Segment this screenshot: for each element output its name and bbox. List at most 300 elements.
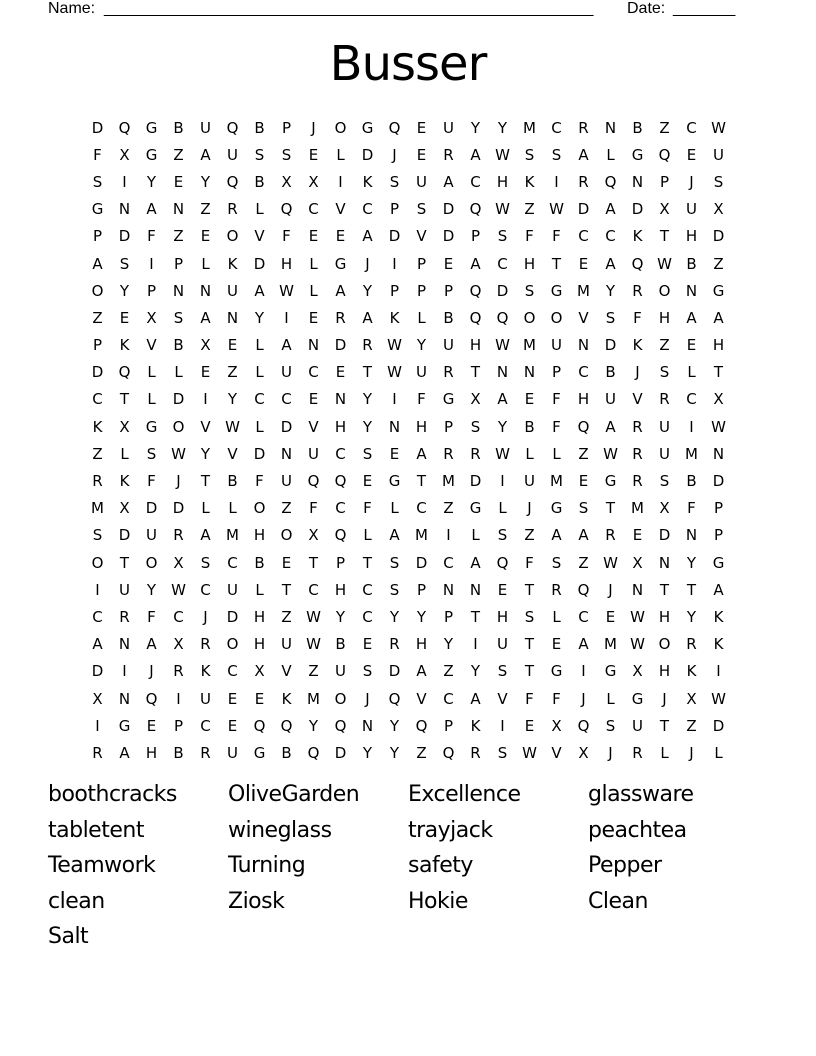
grid-cell[interactable]: Q (604, 172, 617, 191)
grid-cell[interactable]: H (415, 635, 428, 654)
grid-cell[interactable]: R (200, 635, 211, 654)
grid-cell[interactable]: L (660, 743, 669, 762)
grid-cell[interactable]: F (552, 390, 561, 409)
grid-cell[interactable]: D (91, 662, 104, 681)
grid-cell[interactable]: F (633, 308, 642, 327)
grid-cell[interactable]: I (176, 689, 181, 708)
grid-cell[interactable]: G (118, 716, 131, 735)
grid-cell[interactable]: A (281, 336, 292, 355)
grid-cell[interactable]: I (338, 172, 343, 191)
grid-cell[interactable]: U (281, 635, 292, 654)
grid-cell[interactable]: O (91, 553, 104, 572)
grid-cell[interactable]: L (471, 526, 480, 545)
grid-cell[interactable]: W (603, 444, 618, 463)
grid-cell[interactable]: W (630, 635, 645, 654)
grid-cell[interactable]: T (659, 227, 670, 246)
grid-cell[interactable]: L (255, 200, 264, 219)
grid-cell[interactable]: B (254, 172, 265, 191)
grid-cell[interactable]: Y (605, 281, 616, 300)
grid-cell[interactable]: R (92, 472, 103, 491)
grid-cell[interactable]: G (388, 472, 401, 491)
grid-cell[interactable]: T (659, 716, 670, 735)
grid-cell[interactable]: Q (334, 716, 347, 735)
grid-cell[interactable]: D (415, 553, 428, 572)
grid-cell[interactable]: G (361, 118, 374, 137)
grid-cell[interactable]: Q (226, 172, 239, 191)
grid-cell[interactable]: L (606, 689, 615, 708)
grid-cell[interactable]: V (416, 227, 427, 246)
grid-cell[interactable]: Q (469, 308, 482, 327)
grid-cell[interactable]: P (173, 254, 184, 273)
grid-cell[interactable]: K (713, 635, 724, 654)
grid-cell[interactable]: A (443, 172, 454, 191)
grid-cell[interactable]: A (362, 227, 373, 246)
grid-cell[interactable]: N (469, 580, 482, 599)
grid-cell[interactable]: E (308, 145, 319, 164)
grid-cell[interactable]: F (417, 390, 426, 409)
grid-cell[interactable]: C (686, 390, 697, 409)
grid-cell[interactable]: R (470, 444, 481, 463)
grid-cell[interactable]: P (389, 200, 400, 219)
grid-cell[interactable]: N (334, 390, 347, 409)
grid-cell[interactable]: W (630, 607, 645, 626)
grid-cell[interactable]: D (91, 118, 104, 137)
grid-cell[interactable]: N (523, 363, 536, 382)
grid-cell[interactable]: S (92, 526, 103, 545)
grid-cell[interactable]: X (281, 172, 292, 191)
grid-cell[interactable]: U (443, 118, 454, 137)
grid-cell[interactable]: Q (388, 118, 401, 137)
grid-cell[interactable]: E (389, 444, 400, 463)
grid-cell[interactable]: G (145, 417, 158, 436)
grid-cell[interactable]: L (201, 254, 210, 273)
grid-cell[interactable]: L (255, 417, 264, 436)
grid-cell[interactable]: G (550, 662, 563, 681)
grid-cell[interactable]: F (525, 227, 534, 246)
grid-cell[interactable]: D (604, 336, 617, 355)
grid-cell[interactable]: K (281, 689, 292, 708)
grid-cell[interactable]: X (200, 336, 211, 355)
grid-cell[interactable]: T (659, 580, 670, 599)
grid-cell[interactable]: T (470, 607, 481, 626)
grid-cell[interactable]: Y (200, 444, 211, 463)
grid-cell[interactable]: L (552, 444, 561, 463)
grid-cell[interactable]: Z (443, 499, 454, 518)
grid-cell[interactable]: N (712, 444, 725, 463)
grid-cell[interactable]: G (334, 254, 347, 273)
grid-cell[interactable]: C (578, 363, 589, 382)
grid-cell[interactable]: Q (307, 472, 320, 491)
grid-cell[interactable]: D (172, 499, 185, 518)
grid-cell[interactable]: B (605, 363, 616, 382)
grid-cell[interactable]: W (495, 200, 510, 219)
grid-cell[interactable]: D (388, 662, 401, 681)
grid-cell[interactable]: K (632, 336, 643, 355)
grid-cell[interactable]: X (659, 499, 670, 518)
grid-cell[interactable]: Z (713, 254, 724, 273)
grid-cell[interactable]: T (470, 363, 481, 382)
grid-cell[interactable]: H (685, 227, 698, 246)
grid-cell[interactable]: A (200, 145, 211, 164)
grid-cell[interactable]: J (635, 363, 640, 382)
grid-cell[interactable]: Z (686, 716, 697, 735)
grid-cell[interactable]: A (254, 281, 265, 300)
grid-cell[interactable]: A (146, 200, 157, 219)
grid-cell[interactable]: P (335, 553, 346, 572)
grid-cell[interactable]: U (605, 390, 616, 409)
grid-cell[interactable]: R (200, 743, 211, 762)
grid-cell[interactable]: A (200, 308, 211, 327)
grid-cell[interactable]: H (496, 172, 509, 191)
grid-cell[interactable]: I (500, 472, 505, 491)
grid-cell[interactable]: R (443, 363, 454, 382)
grid-cell[interactable]: O (658, 281, 671, 300)
grid-cell[interactable]: I (500, 716, 505, 735)
grid-cell[interactable]: W (171, 444, 186, 463)
grid-cell[interactable]: R (443, 145, 454, 164)
grid-cell[interactable]: S (578, 499, 589, 518)
grid-cell[interactable]: G (712, 553, 725, 572)
grid-cell[interactable]: G (550, 499, 563, 518)
grid-cell[interactable]: F (552, 689, 561, 708)
grid-cell[interactable]: L (390, 499, 399, 518)
grid-cell[interactable]: C (227, 553, 238, 572)
grid-cell[interactable]: S (497, 526, 508, 545)
grid-cell[interactable]: B (227, 472, 238, 491)
grid-cell[interactable]: W (171, 580, 186, 599)
grid-cell[interactable]: S (92, 172, 103, 191)
grid-cell[interactable]: P (713, 499, 724, 518)
grid-cell[interactable]: H (469, 336, 482, 355)
grid-cell[interactable]: V (497, 689, 508, 708)
grid-cell[interactable]: H (415, 417, 428, 436)
grid-cell[interactable]: S (605, 308, 616, 327)
grid-cell[interactable]: I (581, 662, 586, 681)
grid-cell[interactable]: X (578, 743, 589, 762)
grid-cell[interactable]: T (551, 254, 562, 273)
grid-cell[interactable]: C (335, 444, 346, 463)
grid-cell[interactable]: F (282, 227, 291, 246)
grid-cell[interactable]: U (416, 363, 427, 382)
grid-cell[interactable]: P (389, 281, 400, 300)
grid-cell[interactable]: E (173, 172, 184, 191)
grid-cell[interactable]: A (92, 635, 103, 654)
grid-cell[interactable]: J (149, 662, 154, 681)
grid-cell[interactable]: N (118, 689, 131, 708)
grid-cell[interactable]: F (525, 553, 534, 572)
grid-cell[interactable]: L (417, 308, 426, 327)
grid-cell[interactable]: J (608, 580, 613, 599)
grid-cell[interactable]: D (118, 526, 131, 545)
grid-cell[interactable]: K (119, 336, 130, 355)
grid-cell[interactable]: W (603, 553, 618, 572)
grid-cell[interactable]: N (388, 417, 401, 436)
grid-cell[interactable]: N (577, 336, 590, 355)
grid-cell[interactable]: N (442, 580, 455, 599)
grid-cell[interactable]: C (362, 607, 373, 626)
grid-cell[interactable]: P (713, 526, 724, 545)
grid-cell[interactable]: E (308, 227, 319, 246)
grid-cell[interactable]: U (443, 336, 454, 355)
grid-cell[interactable]: O (280, 526, 293, 545)
grid-cell[interactable]: Y (389, 716, 400, 735)
grid-cell[interactable]: N (226, 308, 239, 327)
grid-cell[interactable]: T (362, 553, 373, 572)
grid-cell[interactable]: Z (92, 308, 103, 327)
grid-cell[interactable]: C (335, 499, 346, 518)
grid-cell[interactable]: X (254, 662, 265, 681)
grid-cell[interactable]: H (145, 743, 158, 762)
grid-cell[interactable]: E (497, 580, 508, 599)
grid-cell[interactable]: S (551, 145, 562, 164)
grid-cell[interactable]: Y (308, 716, 319, 735)
grid-cell[interactable]: W (522, 743, 537, 762)
grid-cell[interactable]: S (119, 254, 130, 273)
grid-cell[interactable]: J (365, 689, 370, 708)
grid-cell[interactable]: P (443, 607, 454, 626)
grid-cell[interactable]: W (387, 363, 402, 382)
grid-cell[interactable]: A (470, 553, 481, 572)
grid-cell[interactable]: S (362, 444, 373, 463)
grid-cell[interactable]: R (605, 526, 616, 545)
grid-cell[interactable]: L (363, 526, 372, 545)
grid-cell[interactable]: M (550, 472, 563, 491)
grid-cell[interactable]: W (495, 444, 510, 463)
grid-cell[interactable]: I (203, 390, 208, 409)
grid-cell[interactable]: C (470, 172, 481, 191)
name-field[interactable]: _______________________________________________________ (104, 0, 594, 17)
grid-cell[interactable]: T (713, 363, 724, 382)
grid-cell[interactable]: U (308, 444, 319, 463)
grid-cell[interactable]: J (311, 118, 316, 137)
grid-cell[interactable]: F (147, 227, 156, 246)
grid-cell[interactable]: Y (389, 607, 400, 626)
grid-cell[interactable]: L (714, 743, 723, 762)
grid-cell[interactable]: U (227, 743, 238, 762)
grid-cell[interactable]: D (145, 499, 158, 518)
grid-cell[interactable]: S (524, 607, 535, 626)
grid-cell[interactable]: A (578, 526, 589, 545)
grid-cell[interactable]: G (712, 281, 725, 300)
grid-cell[interactable]: R (92, 743, 103, 762)
grid-cell[interactable]: X (146, 308, 157, 327)
grid-cell[interactable]: C (578, 607, 589, 626)
grid-cell[interactable]: C (362, 580, 373, 599)
grid-cell[interactable]: Q (469, 281, 482, 300)
grid-cell[interactable]: D (226, 607, 239, 626)
grid-cell[interactable]: W (306, 635, 321, 654)
grid-cell[interactable]: A (578, 145, 589, 164)
grid-cell[interactable]: N (307, 336, 320, 355)
grid-cell[interactable]: I (284, 308, 289, 327)
grid-cell[interactable]: W (657, 254, 672, 273)
grid-cell[interactable]: Y (362, 390, 373, 409)
grid-cell[interactable]: G (604, 472, 617, 491)
grid-cell[interactable]: B (335, 635, 346, 654)
grid-cell[interactable]: T (524, 580, 535, 599)
grid-cell[interactable]: E (254, 689, 265, 708)
grid-cell[interactable]: H (658, 662, 671, 681)
grid-cell[interactable]: P (416, 254, 427, 273)
grid-cell[interactable]: W (225, 417, 240, 436)
grid-cell[interactable]: S (389, 553, 400, 572)
grid-cell[interactable]: S (200, 553, 211, 572)
grid-cell[interactable]: P (443, 716, 454, 735)
grid-cell[interactable]: N (280, 444, 293, 463)
grid-cell[interactable]: C (173, 607, 184, 626)
grid-cell[interactable]: W (711, 689, 726, 708)
grid-cell[interactable]: Y (227, 390, 238, 409)
grid-cell[interactable]: H (280, 254, 293, 273)
grid-cell[interactable]: Y (254, 308, 265, 327)
grid-cell[interactable]: G (631, 689, 644, 708)
grid-cell[interactable]: T (524, 662, 535, 681)
grid-cell[interactable]: E (335, 363, 346, 382)
grid-cell[interactable]: W (549, 200, 564, 219)
grid-cell[interactable]: O (226, 635, 239, 654)
grid-cell[interactable]: U (659, 444, 670, 463)
grid-cell[interactable]: P (470, 227, 481, 246)
grid-cell[interactable]: O (226, 227, 239, 246)
grid-cell[interactable]: H (712, 336, 725, 355)
grid-cell[interactable]: U (227, 580, 238, 599)
grid-cell[interactable]: Q (658, 145, 671, 164)
grid-cell[interactable]: W (711, 417, 726, 436)
grid-cell[interactable]: L (228, 499, 237, 518)
grid-cell[interactable]: T (524, 635, 535, 654)
grid-cell[interactable]: V (632, 390, 643, 409)
grid-cell[interactable]: X (686, 689, 697, 708)
grid-cell[interactable]: Y (119, 281, 130, 300)
grid-cell[interactable]: Y (497, 417, 508, 436)
grid-cell[interactable]: N (685, 526, 698, 545)
grid-cell[interactable]: Z (443, 662, 454, 681)
grid-cell[interactable]: R (686, 635, 697, 654)
grid-cell[interactable]: L (606, 145, 615, 164)
grid-cell[interactable]: A (605, 254, 616, 273)
grid-cell[interactable]: P (146, 281, 157, 300)
grid-cell[interactable]: G (604, 662, 617, 681)
grid-cell[interactable]: Y (497, 118, 508, 137)
grid-cell[interactable]: S (173, 308, 184, 327)
grid-cell[interactable]: E (227, 336, 238, 355)
grid-cell[interactable]: C (281, 390, 292, 409)
grid-cell[interactable]: N (631, 172, 644, 191)
grid-cell[interactable]: S (659, 363, 670, 382)
grid-cell[interactable]: Q (577, 580, 590, 599)
grid-cell[interactable]: O (172, 417, 185, 436)
grid-cell[interactable]: M (226, 526, 239, 545)
grid-cell[interactable]: T (416, 472, 427, 491)
grid-cell[interactable]: N (118, 200, 131, 219)
grid-cell[interactable]: O (334, 689, 347, 708)
grid-cell[interactable]: U (281, 472, 292, 491)
grid-cell[interactable]: M (631, 499, 644, 518)
grid-cell[interactable]: K (713, 607, 724, 626)
grid-cell[interactable]: E (119, 308, 130, 327)
grid-cell[interactable]: Z (200, 200, 211, 219)
grid-cell[interactable]: B (281, 743, 292, 762)
grid-cell[interactable]: D (334, 743, 347, 762)
grid-cell[interactable]: L (147, 390, 156, 409)
grid-cell[interactable]: R (335, 308, 346, 327)
grid-cell[interactable]: A (362, 308, 373, 327)
grid-cell[interactable]: M (91, 499, 104, 518)
grid-cell[interactable]: U (281, 363, 292, 382)
grid-cell[interactable]: Q (226, 118, 239, 137)
grid-cell[interactable]: U (227, 145, 238, 164)
grid-cell[interactable]: G (631, 145, 644, 164)
grid-cell[interactable]: P (416, 580, 427, 599)
grid-cell[interactable]: F (687, 499, 696, 518)
grid-cell[interactable]: L (525, 444, 534, 463)
grid-cell[interactable]: Q (442, 743, 455, 762)
grid-cell[interactable]: I (473, 635, 478, 654)
grid-cell[interactable]: I (122, 172, 127, 191)
grid-cell[interactable]: S (389, 172, 400, 191)
grid-cell[interactable]: L (336, 145, 345, 164)
grid-cell[interactable]: H (253, 607, 266, 626)
grid-cell[interactable]: L (255, 363, 264, 382)
grid-cell[interactable]: N (199, 281, 212, 300)
grid-cell[interactable]: B (254, 118, 265, 137)
grid-cell[interactable]: M (523, 118, 536, 137)
grid-cell[interactable]: Q (334, 526, 347, 545)
grid-cell[interactable]: E (686, 336, 697, 355)
grid-cell[interactable]: R (632, 417, 643, 436)
grid-cell[interactable]: U (497, 635, 508, 654)
grid-cell[interactable]: R (632, 472, 643, 491)
grid-cell[interactable]: V (146, 336, 157, 355)
grid-cell[interactable]: J (527, 499, 532, 518)
grid-cell[interactable]: C (443, 553, 454, 572)
grid-cell[interactable]: R (551, 580, 562, 599)
grid-cell[interactable]: E (362, 472, 373, 491)
grid-cell[interactable]: X (308, 172, 319, 191)
grid-cell[interactable]: L (498, 499, 507, 518)
grid-cell[interactable]: Z (281, 499, 292, 518)
grid-cell[interactable]: K (200, 662, 211, 681)
grid-cell[interactable]: E (686, 145, 697, 164)
grid-cell[interactable]: J (392, 145, 397, 164)
grid-cell[interactable]: J (581, 689, 586, 708)
grid-cell[interactable]: E (524, 390, 535, 409)
grid-cell[interactable]: P (443, 417, 454, 436)
grid-cell[interactable]: F (309, 499, 318, 518)
grid-cell[interactable]: I (689, 417, 694, 436)
grid-cell[interactable]: L (255, 580, 264, 599)
grid-cell[interactable]: D (577, 200, 590, 219)
date-field[interactable]: _______ (673, 0, 736, 17)
grid-cell[interactable]: Z (173, 145, 184, 164)
grid-cell[interactable]: Z (416, 743, 427, 762)
grid-cell[interactable]: X (632, 553, 643, 572)
grid-cell[interactable]: S (470, 417, 481, 436)
grid-cell[interactable]: L (174, 363, 183, 382)
grid-cell[interactable]: R (119, 607, 130, 626)
grid-cell[interactable]: D (388, 227, 401, 246)
grid-cell[interactable]: C (497, 254, 508, 273)
grid-cell[interactable]: C (416, 499, 427, 518)
grid-cell[interactable]: Q (469, 200, 482, 219)
grid-cell[interactable]: R (578, 118, 589, 137)
grid-cell[interactable]: A (578, 635, 589, 654)
grid-cell[interactable]: G (145, 145, 158, 164)
grid-cell[interactable]: E (416, 145, 427, 164)
grid-cell[interactable]: U (551, 336, 562, 355)
grid-cell[interactable]: P (443, 281, 454, 300)
grid-cell[interactable]: I (554, 172, 559, 191)
